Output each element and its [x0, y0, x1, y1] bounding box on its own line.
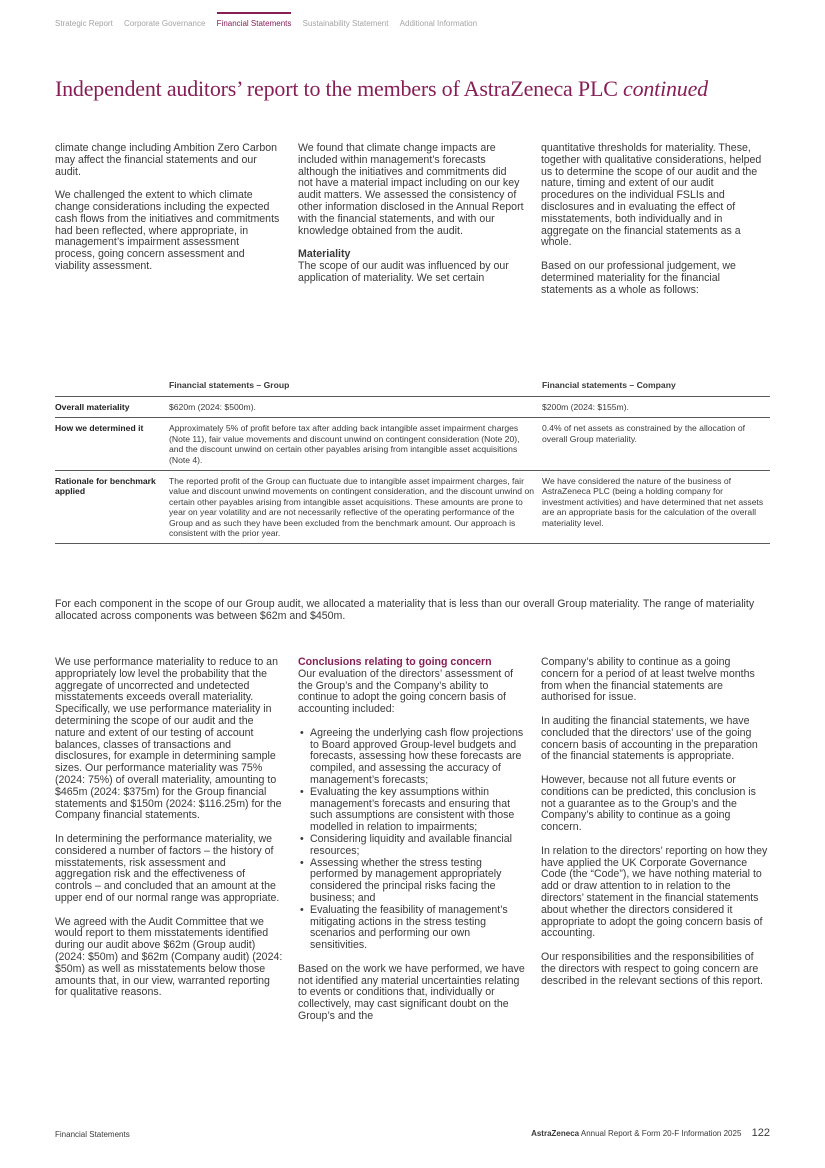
paragraph: In determining the performance materiality, we considered a number of factors – the history of misstatements, risk assessment and aggregation risk and the effectiveness of controls – and concluded that an amount at the upper end of our normal range was appropriate. [55, 832, 280, 904]
page-title-main: Independent auditors’ report to the members of AstraZeneca PLC [55, 76, 618, 101]
group-cell: Approximately 5% of profit before tax after adding back intangible asset impairment charges (Note 11), fair value movements and discount unwind on contingent consideration (Note 20), and the discount unwind on certain other payables arising from intangible asset acquisitions (Note 4). [169, 423, 520, 465]
list-item: • Considering liquidity and available financial resources; [298, 834, 526, 858]
page-title-suffix: continued [623, 76, 708, 101]
paragraph: However, because not all future events or conditions can be predicted, this conclusion is not a guarantee as to the Group’s and the Company’s ability to continue as a going concern. [541, 773, 756, 834]
list-item: • Evaluating the feasibility of management’s mitigating actions in the stress testing scenarios and performing our own sensitivities. [298, 905, 526, 952]
paragraph: Our evaluation of the directors’ assessment of the Group’s and the Company’s ability to continue to adopt the going concern basis of accounting included: [298, 667, 514, 716]
top-column-3 [541, 143, 767, 308]
list-item: • Agreeing the underlying cash flow projections to Board approved Group-level budgets and forecasts, assessing how these forecasts are compiled, and assessing the accuracy of management’s forecasts; [298, 728, 526, 787]
top-column-1 [55, 143, 280, 285]
page-number: 122 [751, 1127, 770, 1139]
bottom-column-1 [55, 657, 283, 1011]
nav-item-strategic-report[interactable]: Strategic Report [55, 19, 113, 28]
paragraph: climate change including Ambition Zero Carbon may affect the financial statements and our audit. [55, 142, 278, 178]
list-item: • Assessing whether the stress testing performed by management appropriately considered the principal risks facing the business; and [298, 858, 526, 905]
paragraph: We agreed with the Audit Committee that we would report to them misstatements identified during our audit above $62m (Group audit) (2024: $50m) and $62m (Company audit) (2024: $50m) as well as misstatements below those amounts that, in our view, warranted reporting for qualitative reasons. [55, 915, 283, 999]
nav-item-financial-statements[interactable]: Financial Statements [216, 19, 292, 28]
list-item: • Evaluating the key assumptions within management’s forecasts and ensuring that such assumptions are consistent with those modelled in relation to impairments; [298, 787, 526, 834]
section-nav [55, 19, 486, 28]
paragraph: We found that climate change impacts are included within management’s forecasts although the initiatives and commitments did not have a material impact including on our key audit matters. We assessed the consistency of other information disclosed in the Annual Report with the financial statements, and with our knowledge obtained from the audit. [298, 142, 524, 237]
top-column-2 [298, 143, 524, 296]
materiality-heading: Materiality [298, 248, 351, 261]
row-label: Overall materiality [55, 402, 130, 412]
paragraph: Based on the work we have performed, we have not identified any material uncertainties relating to events or conditions that, individually or collectively, may cast significant doubt on the Group’s and the [298, 962, 525, 1022]
company-cell: $200m (2024: $155m). [542, 402, 629, 412]
footer-report-title: Annual Report & Form 20-F Information 2025 [580, 1129, 742, 1138]
nav-item-additional-information[interactable]: Additional Information [399, 19, 478, 28]
going-concern-heading: Conclusions relating to going concern [298, 656, 492, 668]
materiality-table [55, 376, 770, 544]
footer-report-info [531, 1127, 770, 1139]
paragraph: Our responsibilities and the responsibilities of the directors with respect to going concern are described in the relevant sections of this report. [541, 950, 763, 987]
company-cell: 0.4% of net assets as constrained by the allocation of overall Group materiality. [542, 423, 746, 444]
group-cell: $620m (2024: $500m). [169, 402, 256, 412]
page-title [55, 76, 708, 102]
row-label: How we determined it [55, 423, 144, 434]
bottom-column-2 [298, 657, 526, 1035]
company-cell: We have considered the nature of the business of AstraZeneca PLC (being a holding company for investment activities) and have determined that net assets are an appropriate basis for the calculation of the overall materiality level. [542, 476, 764, 528]
paragraph: In auditing the financial statements, we have concluded that the directors’ use of the going concern basis of accounting in the preparation of the financial statements is appropriate. [541, 714, 758, 763]
paragraph: Based on our professional judgement, we determined materiality for the financial statements as a whole as follows: [541, 259, 736, 296]
paragraph: Company’s ability to continue as a going concern for a period of at least twelve months from when the financial statements are authorised for issue. [541, 656, 755, 704]
paragraph: In relation to the directors’ reporting on how they have applied the UK Corporate Governance Code (the “Code”), we have nothing material to add or draw attention to in relation to the directors’ statement in the financial statements about whether the directors considered it appropriate to adopt the going concern basis of accounting. [541, 844, 768, 940]
table-header-row [55, 376, 770, 397]
table-header-blank [55, 376, 169, 397]
nav-item-sustainability-statement[interactable]: Sustainability Statement [302, 19, 389, 28]
table-row [55, 418, 770, 471]
table-header-company: Financial statements – Company [542, 379, 676, 390]
paragraph: We challenged the extent to which climate change considerations including the expected cash flows from the initiatives and commitments had been reflected, where appropriate, in management’s impairment assessment process, going concern assessment and viability assessment. [55, 189, 280, 272]
component-materiality-note: For each component in the scope of our Group audit, we allocated a materiality that is less than our overall Group materiality. The range of materiality allocated across components was between $62m and $450m. [55, 598, 755, 622]
bottom-column-3 [541, 657, 769, 999]
group-cell: The reported profit of the Group can fluctuate due to intangible asset impairment charges, fair value and discount unwind movements on contingent consideration, and the discount unwind on certain other payables arising from intangible asset acquisitions. These amounts are prone to year on year volatility and are not necessarily reflective of the operating performance of the Group and as such they have been excluded from the benchmark amount. Our approach is consistent with the prior year. [169, 476, 534, 539]
table-row [55, 397, 770, 418]
paragraph: The scope of our audit was influenced by our application of materiality. We set certain [298, 259, 509, 284]
nav-item-corporate-governance[interactable]: Corporate Governance [124, 19, 206, 28]
paragraph: quantitative thresholds for materiality. These, together with qualitative considerations, helped us to determine the scope of our audit and the nature, timing and extent of our audit procedures on the individual FSLIs and disclosures and in evaluating the effect of misstatements, both individually and in aggregate on the financial statements as a whole. [541, 142, 762, 249]
paragraph: We use performance materiality to reduce to an appropriately low level the probability that the aggregate of uncorrected and undetected misstatements exceeds overall materiality. Specifically, we use performance materiality in determining the scope of our audit and the nature and extent of our testing of account balances, classes of transactions and disclosures, for example in determining sample sizes. Our performance materiality was 75% (2024: 75%) of overall materiality, amounting to $465m (2024: $375m) for the Group financial statements and $150m (2024: $116.25m) for the Company financial statements. [55, 656, 282, 822]
row-label: Rationale for benchmark applied [55, 476, 156, 497]
table-header-group: Financial statements – Group [169, 379, 290, 390]
footer-company: AstraZeneca [531, 1129, 580, 1138]
table-row [55, 471, 770, 544]
going-concern-procedures-list [298, 728, 526, 952]
footer-section-label: Financial Statements [55, 1130, 130, 1139]
